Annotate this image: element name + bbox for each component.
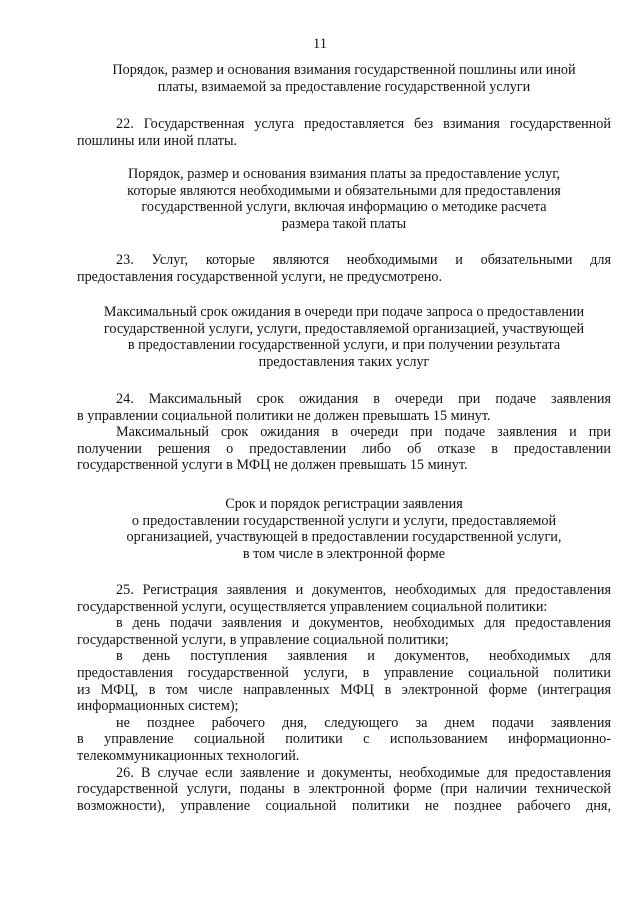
paragraph-line: пошлины или иной платы. [77, 132, 238, 149]
heading-line: платы, взимаемой за предоставление государственной услуги [157, 78, 531, 95]
paragraph-line: предоставления государственной услуги, в управление социальной политики [77, 664, 611, 681]
heading-line: в том числе в электронной форме [242, 545, 446, 562]
heading-line: государственной услуги, услуги, предоставляемой организацией, участвующей [103, 320, 585, 337]
paragraph-line: возможности), управление социальной политики не позднее рабочего дня, [77, 797, 611, 814]
paragraph-line: в управление социальной политики с использованием информационно- [77, 731, 611, 748]
paragraph-line: из МФЦ, в том числе направленных МФЦ в электронной форме (интеграция [77, 681, 611, 698]
section-heading-queue-time [77, 304, 611, 370]
paragraph-line: 25. Регистрация заявления и документов, необходимых для предоставления [116, 582, 611, 598]
heading-line: в предоставлении государственной услуги, и при получении результата [127, 337, 561, 354]
paragraph-22 [77, 116, 611, 149]
section-heading-registration [77, 496, 611, 562]
heading-line: Порядок, размер и основания взимания государственной пошлины или иной [112, 62, 576, 78]
paragraph-line: Максимальный срок ожидания в очереди при подаче заявления и при [116, 424, 611, 441]
heading-line: Максимальный срок ожидания в очереди при подаче запроса о предоставлении [103, 304, 585, 320]
paragraph-line: государственной услуги, в управление социальной политики; [77, 631, 449, 648]
heading-line: государственной услуги, включая информацию о методике расчета [141, 199, 547, 216]
paragraph-line: государственной услуги, осуществляется управлением социальной политики: [77, 598, 548, 615]
paragraph-line: 24. Максимальный срок ожидания в очереди при подаче заявления [116, 391, 611, 407]
paragraph-line: получении решения о предоставлении либо об отказе в предоставлении [77, 440, 611, 457]
heading-line: организацией, участвующей в предоставлении государственной услуги, [126, 529, 562, 546]
page-number: 11 [313, 36, 327, 52]
paragraph-line: в день поступления заявления и документов, необходимых для [116, 648, 611, 665]
section-heading-fee [77, 62, 611, 95]
heading-line: предоставления таких услуг [258, 353, 430, 370]
paragraph-line: в управлении социальной политики не должен превышать 15 минут. [77, 407, 491, 424]
heading-line: о предоставлении государственной услуги и услуги, предоставляемой [131, 512, 557, 529]
paragraph-line: 22. Государственная услуга предоставляется без взимания государственной [116, 116, 611, 132]
paragraph-line: телекоммуникационных технологий. [77, 747, 300, 764]
paragraph-line: в день подачи заявления и документов, необходимых для предоставления [116, 615, 611, 632]
heading-line: Срок и порядок регистрации заявления [225, 496, 463, 512]
paragraph-line: государственной услуги в МФЦ не должен превышать 15 минут. [77, 457, 468, 474]
heading-line: размера такой платы [281, 215, 407, 232]
paragraph-line: информационных систем); [77, 698, 239, 715]
paragraph-line: 23. Услуг, которые являются необходимыми и обязательными для [116, 252, 611, 268]
paragraph-line: государственной услуги, поданы в электронной форме (при наличии технической [77, 781, 611, 798]
paragraph-25 [77, 582, 611, 814]
paragraph-23 [77, 252, 611, 285]
paragraph-line: не позднее рабочего дня, следующего за днем подачи заявления [116, 714, 611, 731]
paragraph-24 [77, 391, 611, 474]
paragraph-line: 26. В случае если заявление и документы, необходимые для предоставления [116, 764, 611, 781]
paragraph-line: предоставления государственной услуги, не предусмотрено. [77, 268, 443, 285]
section-heading-service-fee [77, 166, 611, 232]
heading-line: Порядок, размер и основания взимания платы за предоставление услуг, [128, 166, 560, 182]
heading-line: которые являются необходимыми и обязательными для предоставления [127, 182, 561, 199]
